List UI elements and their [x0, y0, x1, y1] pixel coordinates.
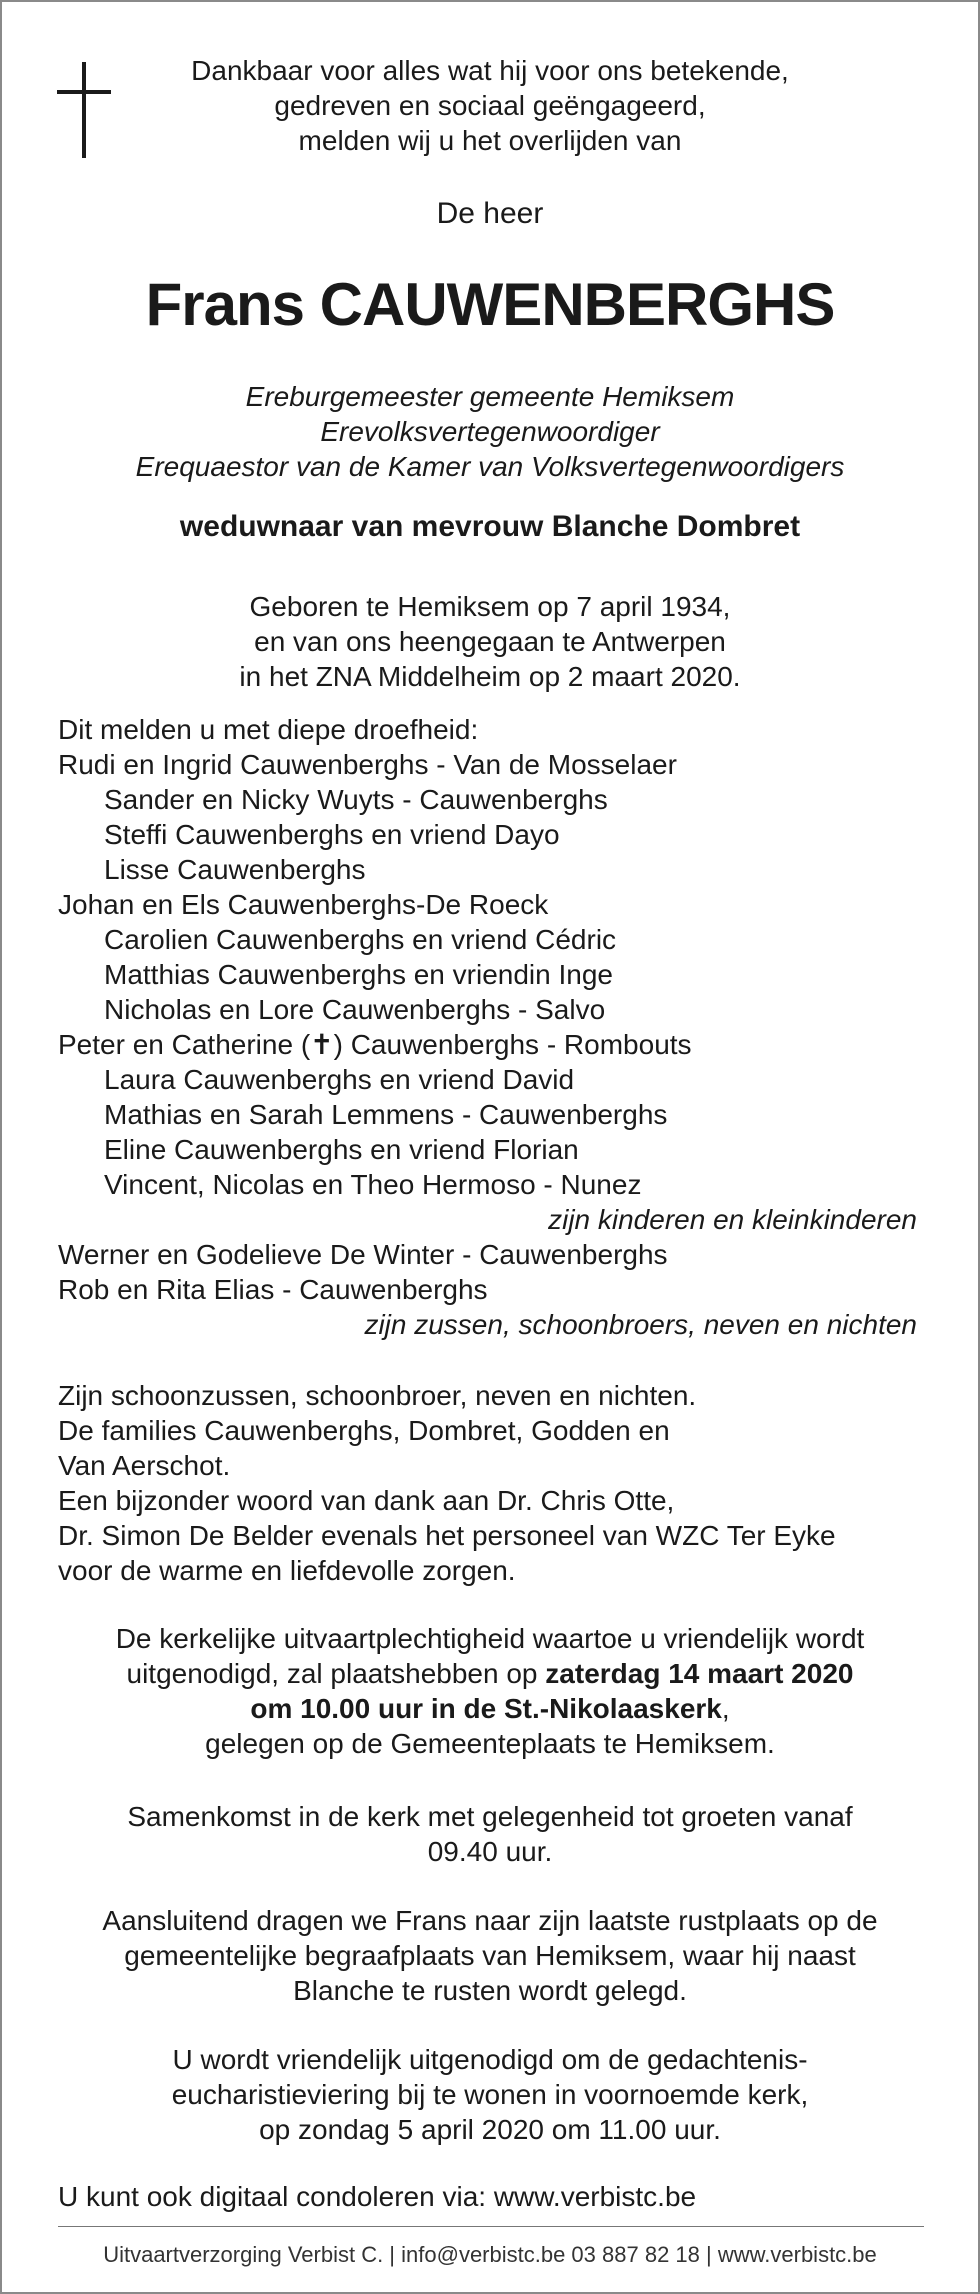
family-member: Eline Cauwenberghs en vriend Florian — [104, 1134, 579, 1165]
intro-line: gedreven en sociaal geëngageerd, — [274, 90, 706, 121]
ceremony-line — [0, 1656, 980, 1691]
ceremony-text: , — [721, 1693, 730, 1724]
title-line: Erevolksvertegenwoordiger — [320, 416, 660, 447]
burial-line: Aansluitend dragen we Frans naar zijn laatste rustplaats op de — [102, 1905, 878, 1936]
footer-divider — [58, 2226, 924, 2227]
family-heading: Dit melden u met diepe droefheid: — [58, 714, 479, 745]
burial-line: Blanche te rusten wordt gelegd. — [293, 1975, 687, 2006]
others-line: Zijn schoonzussen, schoonbroer, neven en nichten. — [58, 1380, 697, 1411]
others-line: De families Cauwenberghs, Dombret, Godden en — [58, 1415, 670, 1446]
family-member: Nicholas en Lore Cauwenberghs - Salvo — [104, 994, 606, 1025]
ceremony-time-place: om 10.00 uur in de St.-Nikolaaskerk — [250, 1693, 722, 1724]
birth-line: Geboren te Hemiksem op 7 april 1934, — [249, 591, 731, 622]
salutation: De heer — [436, 197, 544, 230]
family-member: Mathias en Sarah Lemmens - Cauwenberghs — [104, 1099, 668, 1130]
intro-line: melden wij u het overlijden van — [298, 125, 682, 156]
family-member: Peter en Catherine (✝) Cauwenberghs - Rombouts — [58, 1029, 692, 1060]
memorial-line: eucharistieviering bij te wonen in voornoemde kerk, — [171, 2079, 809, 2110]
ceremony-text: uitgenodigd, zal plaatshebben op — [126, 1658, 546, 1689]
memorial-line: op zondag 5 april 2020 om 11.00 uur. — [259, 2114, 721, 2145]
gathering-line: Samenkomst in de kerk met gelegenheid tot groeten vanaf — [127, 1801, 853, 1832]
others-line: Van Aerschot. — [58, 1450, 231, 1481]
memorial-line: U wordt vriendelijk uitgenodigd om de gedachtenis- — [172, 2044, 808, 2075]
ceremony-line: gelegen op de Gemeenteplaats te Hemiksem. — [205, 1728, 775, 1759]
siblings-caption: zijn zussen, schoonbroers, neven en nichten — [364, 1309, 917, 1340]
ceremony-line — [0, 1691, 980, 1726]
footer-contact: Uitvaartverzorging Verbist C. | info@verbistc.be 03 887 82 18 | www.verbistc.be — [103, 2242, 877, 2267]
family-member: Vincent, Nicolas en Theo Hermoso - Nunez — [104, 1169, 642, 1200]
widower-line: weduwnaar van mevrouw Blanche Dombret — [179, 510, 801, 543]
ceremony-line: De kerkelijke uitvaartplechtigheid waartoe u vriendelijk wordt — [115, 1623, 865, 1654]
family-member: Werner en Godelieve De Winter - Cauwenberghs — [58, 1239, 668, 1270]
family-member: Laura Cauwenberghs en vriend David — [104, 1064, 575, 1095]
family-member: Sander en Nicky Wuyts - Cauwenberghs — [104, 784, 608, 815]
family-member: Johan en Els Cauwenberghs-De Roeck — [58, 889, 549, 920]
children-caption: zijn kinderen en kleinkinderen — [548, 1204, 917, 1235]
family-member: Matthias Cauwenberghs en vriendin Inge — [104, 959, 613, 990]
title-line: Erequaestor van de Kamer van Volksvertegenwoordigers — [135, 451, 845, 482]
birth-line: en van ons heengegaan te Antwerpen — [254, 626, 726, 657]
gathering-line: 09.40 uur. — [427, 1836, 553, 1867]
burial-line: gemeentelijke begraafplaats van Hemiksem, waar hij naast — [124, 1940, 856, 1971]
others-line: voor de warme en liefdevolle zorgen. — [58, 1555, 516, 1586]
ceremony-date: zaterdag 14 maart 2020 — [545, 1658, 854, 1689]
condolence-link[interactable]: U kunt ook digitaal condoleren via: www.verbistc.be — [58, 2181, 697, 2212]
others-line: Dr. Simon De Belder evenals het personeel van WZC Ter Eyke — [58, 1520, 836, 1551]
deceased-name: Frans CAUWENBERGHS — [145, 271, 835, 338]
family-member: Rob en Rita Elias - Cauwenberghs — [58, 1274, 488, 1305]
intro-line: Dankbaar voor alles wat hij voor ons betekende, — [191, 55, 789, 86]
family-member: Lisse Cauwenberghs — [104, 854, 366, 885]
others-line: Een bijzonder woord van dank aan Dr. Chris Otte, — [58, 1485, 675, 1516]
family-member: Rudi en Ingrid Cauwenberghs - Van de Mosselaer — [58, 749, 677, 780]
family-member: Carolien Cauwenberghs en vriend Cédric — [104, 924, 617, 955]
birth-line: in het ZNA Middelheim op 2 maart 2020. — [239, 661, 741, 692]
family-member: Steffi Cauwenberghs en vriend Dayo — [104, 819, 560, 850]
title-line: Ereburgemeester gemeente Hemiksem — [245, 381, 735, 412]
